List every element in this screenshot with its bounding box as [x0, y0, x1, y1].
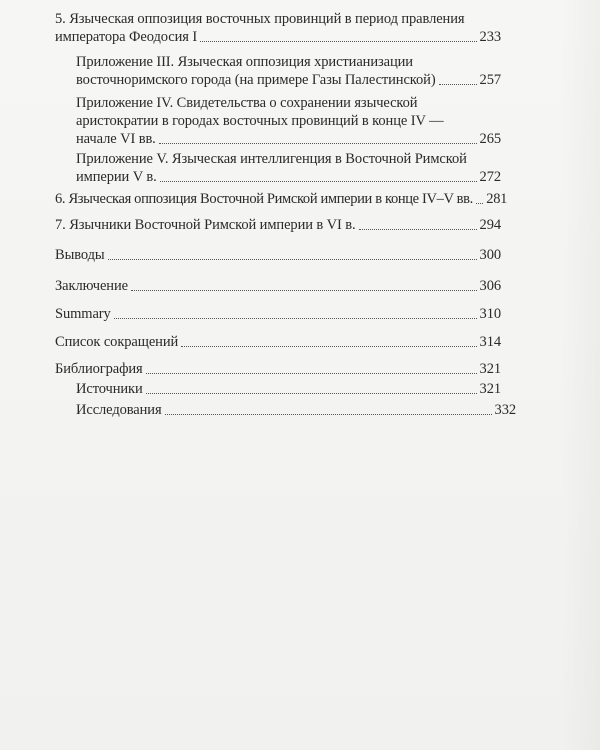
leader-dots — [146, 372, 477, 374]
toc-page-number: 281 — [486, 191, 507, 207]
toc-page-number: 306 — [479, 278, 501, 294]
toc-page-number: 332 — [494, 402, 516, 418]
toc-entry-line: начале VI вв. — [76, 131, 156, 147]
leader-dots — [359, 228, 477, 230]
toc-page-number: 321 — [479, 381, 501, 397]
toc-page-number: 265 — [479, 131, 501, 147]
toc-page-number: 233 — [479, 29, 501, 45]
leader-dots — [114, 317, 477, 319]
toc-entry-line: Список сокращений — [55, 334, 179, 350]
toc-entry — [55, 277, 501, 295]
toc-page-number: 294 — [479, 217, 501, 233]
leader-dots — [131, 289, 477, 291]
toc-page-number: 321 — [479, 361, 501, 377]
toc-entry — [55, 216, 501, 234]
leader-dots — [439, 83, 477, 85]
toc-entry-line: Источники — [76, 381, 143, 397]
toc-page-number: 257 — [479, 72, 501, 88]
toc-page-number: 314 — [479, 334, 501, 350]
toc-entry — [76, 94, 501, 148]
leader-dots — [159, 142, 477, 144]
toc-page-number: 300 — [479, 247, 501, 263]
leader-dots — [181, 345, 476, 347]
toc-page-number: 310 — [479, 306, 501, 322]
toc-entry — [76, 401, 516, 419]
leader-dots — [160, 180, 477, 182]
toc-entry-line: 6. Языческая оппозиция Восточной Римской империи в конце IV–V вв. — [55, 191, 473, 207]
toc-entry-line: Summary — [55, 306, 111, 322]
toc-entry — [55, 305, 501, 323]
toc-entry-line: 5. Языческая оппозиция восточных провинций в период правления — [55, 11, 465, 27]
leader-dots — [146, 392, 477, 394]
leader-dots — [476, 202, 483, 204]
toc-entry-line: Приложение V. Языческая интеллигенция в Восточной Римской — [76, 151, 467, 167]
toc-entry-line: Приложение III. Языческая оппозиция христианизации — [76, 54, 413, 70]
leader-dots — [200, 40, 476, 42]
toc-entry — [55, 360, 501, 378]
toc-entry — [76, 380, 501, 398]
toc-entry — [76, 53, 501, 89]
toc-entry-line: Заключение — [55, 278, 128, 294]
toc-entry-line: Библиография — [55, 361, 143, 377]
toc-entry-line: Исследования — [76, 402, 162, 418]
toc-page-number: 272 — [479, 169, 501, 185]
toc-entry — [55, 246, 501, 264]
toc-entry — [55, 333, 501, 351]
toc-entry — [55, 10, 501, 46]
toc-entry-line: Выводы — [55, 247, 105, 263]
toc-entry-line: Приложение IV. Свидетельства о сохранении языческой — [76, 95, 418, 111]
toc-entry-line: восточноримского города (на примере Газы Палестинской) — [76, 72, 436, 88]
toc-entry-line: 7. Язычники Восточной Римской империи в VI в. — [55, 217, 356, 233]
leader-dots — [108, 258, 477, 260]
toc-entry-line: императора Феодосия I — [55, 29, 198, 45]
toc-entry-line: империи V в. — [76, 169, 157, 185]
toc-entry — [55, 190, 507, 208]
toc-entry-line: аристократии в городах восточных провинций в конце IV — — [76, 113, 444, 129]
leader-dots — [165, 413, 492, 415]
page-edge-shadow — [560, 0, 600, 750]
toc-entry — [76, 150, 501, 186]
